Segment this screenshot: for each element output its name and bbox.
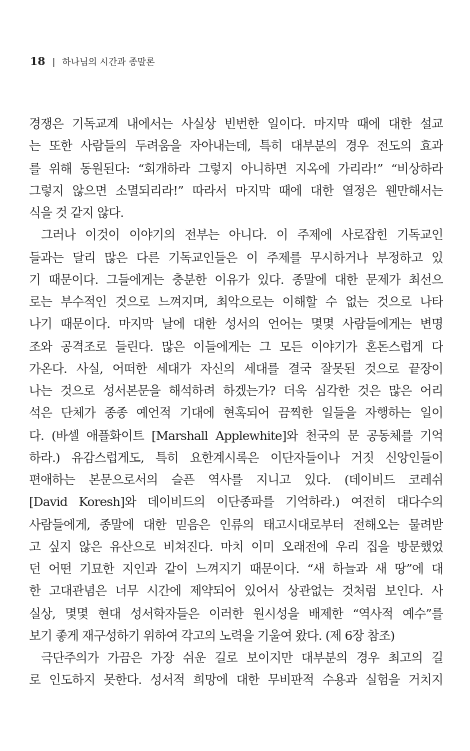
text-line: 가온다. 사실, 어떠한 세대가 자신의 세대를 결국 잘못된 것으로 끝장이 [29,360,443,376]
text-line: 를 위해 동원된다: “회개하라 그렇지 아니하면 지옥에 가리라!” “비상하라 [29,160,443,176]
text-line: 조와 공격조로 들린다. 많은 이들에게는 그 모든 이야기가 혼돈스럽게 다 [29,338,443,354]
text-line: 실상, 몇몇 현대 성서학자들은 이러한 원시성을 배제한 “역사적 예수”를 [29,605,443,621]
text-line: 그렇지 않으면 소멸되리라!” 따라서 마지막 때에 대한 열정은 웬만해서는 [29,182,443,198]
running-title: 하나님의 시간과 종말론 [62,58,155,68]
paragraph-first-line: 그러나 이것이 이야기의 전부는 아니다. 이 주제에 사로잡힌 기독교인 [41,227,443,243]
text-line: 로 인도하지 못한다. 성서적 희망에 대한 무비판적 수용과 실험을 거치지 [29,672,443,688]
header-separator: | [52,58,56,68]
paragraph-first-line: 극단주의가 가끔은 가장 쉬운 길로 보이지만 대부분의 경우 최고의 길 [41,650,443,665]
text-line: 기 때문이다. 그들에게는 충분한 이유가 있다. 종말에 대한 문제가 최선으 [29,271,443,287]
text-line: 는 또한 사람들의 두려움을 자아내는데, 특히 대부분의 경우 전도의 효과 [29,138,443,154]
text-line: 한 고대관념은 너무 시간에 제약되어 있어서 상관없는 것처럼 보인다. 사 [29,583,443,599]
text-line: 고 싶지 않은 유산으로 비쳐진다. 마치 이미 오래전에 우리 집을 방문했었 [29,538,443,554]
text-line: 편애하는 본문으로서의 슬픈 역사를 지니고 있다. (데이비드 코레쉬 [29,472,443,487]
text-line: [David Koresh]와 데이비드의 이단종파를 기억하라.) 여전히 대다수의 [29,494,443,510]
text-line: 식을 것 같지 않다. [29,205,124,220]
page-number: 18 [30,55,46,68]
body-text [29,113,443,692]
text-line: 경쟁은 기독교계 내에서는 사실상 빈번한 일이다. 마지막 때에 대한 설교 [29,116,443,131]
running-header [30,55,155,68]
text-line: 보기 좋게 재구성하기 위하여 각고의 노력을 기울여 왔다. (제 6장 참조) [29,627,395,643]
text-line: 하라.) 유감스럽게도, 특히 요한계시록은 이단자들이나 거짓 신앙인들이 [29,449,443,465]
text-line: 다. (바셀 애플화이트 [Marshall Applewhite]와 천국의 문 공동체를 기억 [29,427,443,443]
text-line: 던 어떤 기묘한 지인과 같이 느껴지기 때문이다. “새 하늘과 새 땅”에 대 [29,561,443,576]
text-line: 들과는 달리 많은 다른 기독교인들은 이 주제를 무시하거나 부정하고 있 [29,249,443,265]
text-line: 나는 것으로 성서본문을 해석하려 하겠는가? 더욱 심각한 것은 많은 어리 [29,383,443,398]
text-line: 사람들에게, 종말에 대한 믿음은 인류의 태고시대로부터 전해오는 물려받 [29,516,443,532]
text-line: 로는 부수적인 것으로 느껴지며, 최악으로는 이해할 수 없는 것으로 나타 [29,294,443,309]
text-line: 나기 때문이다. 마지막 날에 대한 성서의 언어는 몇몇 사람들에게는 변명 [29,316,443,332]
text-line: 석은 단체가 종종 예언적 기대에 현혹되어 끔찍한 일들을 자행하는 일이 [29,405,443,421]
